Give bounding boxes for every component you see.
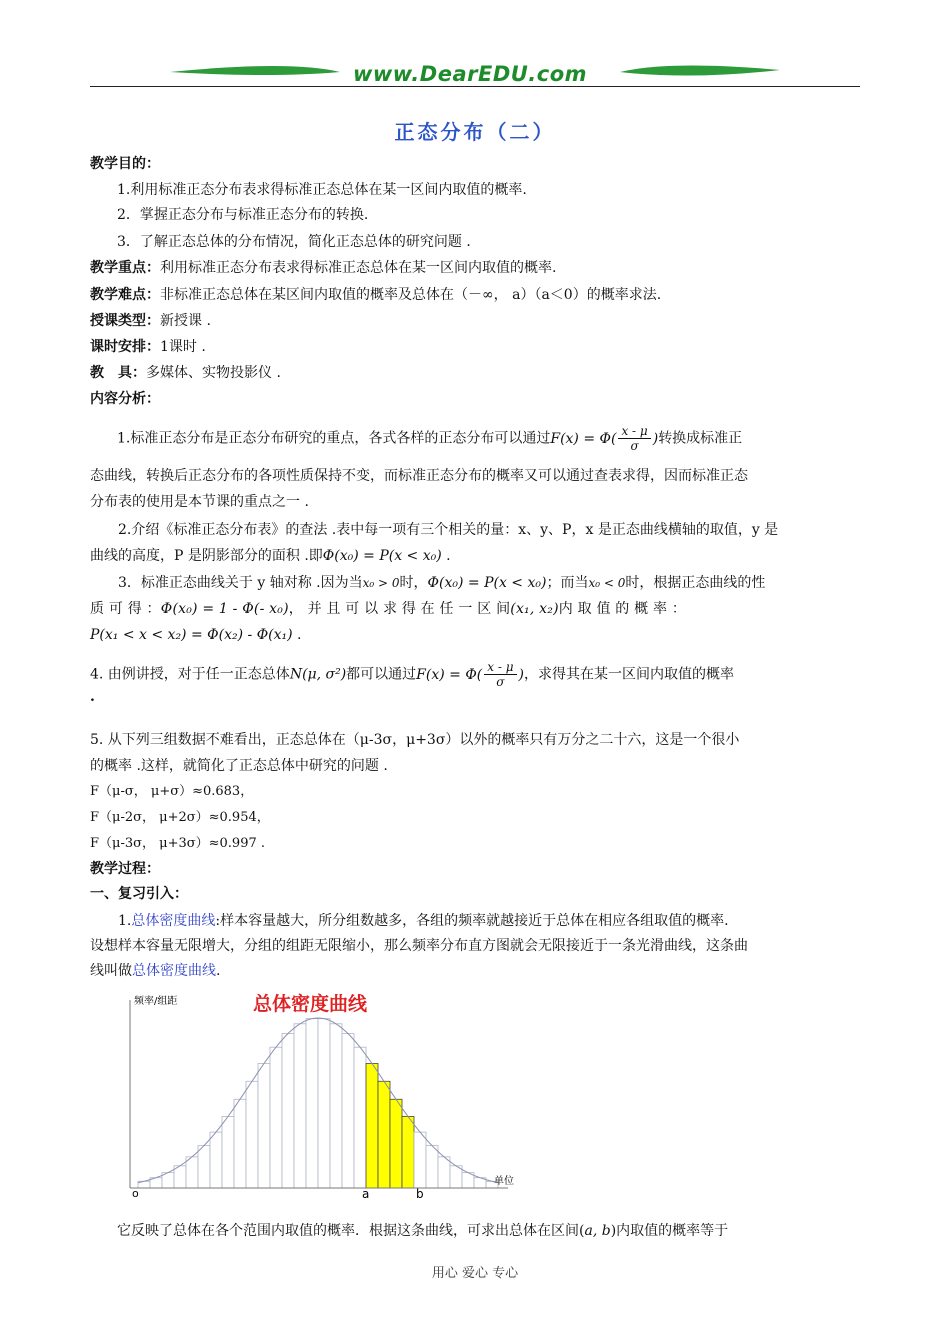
review-line1 (118, 911, 888, 931)
marker-b: b (416, 1187, 424, 1200)
x-axis-label: 单位 (494, 1176, 514, 1187)
p3-text-a: 3．标准正态曲线关于 y 轴对称 .因为当 (118, 575, 363, 591)
p3-formula-1: x₀ > 0 (362, 576, 400, 590)
p3-text-g: ， 并 且 可 以 求 得 在 任 一 区 间 (288, 601, 511, 617)
formula-fraction (618, 424, 650, 453)
histogram-bar (270, 1047, 282, 1188)
term-density-curve[interactable]: 总体密度曲线 (132, 963, 216, 979)
closing-line (117, 1221, 887, 1241)
closing-text-a: 它反映了总体在各个范围内取值的概率．根据这条曲线，可求出总体在区间( (117, 1223, 585, 1239)
p3-text-h: 内 取 值 的 概 率 ： (558, 601, 687, 617)
tools-label: 教 具： (90, 365, 146, 381)
p4-text-a: 4. 由例讲授，对于任一正态总体 (90, 666, 290, 683)
review-text-d: . (216, 963, 221, 979)
histogram-bar (318, 1019, 330, 1188)
tools (90, 363, 860, 383)
leaf-right (620, 65, 780, 75)
analysis-p2-line2 (90, 546, 860, 566)
analysis-p2-line1: 2.介绍《标准正态分布表》的查法 .表中每一项有三个相关的量：x、y、P，x 是正态曲线横轴的取值，y 是 (118, 522, 779, 538)
objective-item: 2．掌握正态分布与标准正态分布的转换. (117, 207, 369, 223)
lesson-type-label: 授课类型： (90, 313, 160, 329)
chart-title: 总体密度曲线 (253, 993, 368, 1015)
formula-lhs: F(x) = Φ( (416, 666, 483, 683)
probability-row: F（μ-2σ， μ+2σ）≈0.954， (90, 810, 270, 825)
histogram-bar (354, 1047, 366, 1188)
probability-row: F（μ-σ， μ+σ）≈0.683， (90, 784, 254, 799)
p3-formula-2: Φ(x₀) = P(x < x₀) (427, 575, 547, 591)
p4-text-c: ，求得其在某一区间内取值的概率 (523, 666, 734, 683)
objective-item: 1.利用标准正态分布表求得标准正态总体在某一区间内取值的概率. (117, 182, 527, 198)
histogram-bar (450, 1166, 462, 1188)
term-density-curve[interactable]: 总体密度曲线 (131, 913, 216, 929)
review-text-a: :样本容量越大，所分组数越多，各组的频率就越接近于总体在相应各组取值的概率. (215, 913, 729, 929)
p2-end: . (441, 548, 451, 564)
histogram-bar (246, 1081, 258, 1188)
review-text-c: 线叫做 (90, 963, 132, 979)
process-heading: 教学过程： (90, 861, 160, 877)
analysis-p3-line2 (90, 599, 860, 619)
p2-text: 曲线的高度，P 是阴影部分的面积 .即 (90, 548, 323, 564)
histogram-bars (138, 1019, 498, 1188)
p1-text-b: 转换成标准正 (658, 430, 743, 447)
objectives-heading: 教学目的： (90, 156, 160, 172)
formula-numerator: x - μ (484, 660, 516, 675)
histogram-bar (174, 1166, 186, 1188)
formula-rhs: ) (652, 430, 659, 447)
analysis-p4-dot: . (90, 689, 95, 705)
highlighted-bar (366, 1064, 378, 1188)
schedule (90, 337, 860, 357)
histogram-bar (414, 1132, 426, 1188)
p3-text-c: ；而当 (546, 575, 589, 591)
analysis-p1-line1 (117, 424, 887, 453)
key-point-text: 利用标准正态分布表求得标准正态总体在某一区间内取值的概率. (160, 260, 557, 276)
schedule-label: 课时安排： (90, 339, 160, 355)
p3-formula-4: Φ(x₀) = 1 - Φ(- x₀) (160, 601, 289, 617)
probability-row: F（μ-3σ， μ+3σ）≈0.997 . (90, 836, 265, 851)
highlighted-bar (402, 1116, 414, 1188)
lesson-type (90, 311, 860, 331)
analysis-p1-line3: 分布表的使用是本节课的重点之一 . (90, 494, 309, 510)
p3-text-d: 时，根据正态曲线的性 (625, 575, 766, 591)
analysis-p4-line1 (90, 660, 860, 689)
closing-text-b: )内取值的概率等于 (610, 1223, 729, 1239)
section-review: 一、复习引入： (90, 886, 188, 902)
analysis-heading: 内容分析： (90, 391, 160, 407)
p2-formula: Φ(x₀) = P(x < x₀) (322, 548, 442, 564)
y-axis-label: 频率/组距 (134, 996, 178, 1007)
schedule-text: 1课时 . (160, 339, 206, 355)
histogram-bar (426, 1146, 438, 1188)
p3-formula-3: x₀ < 0 (588, 576, 626, 590)
key-point (90, 258, 860, 278)
p3-formula-6: P(x₁ < x < x₂) = Φ(x₂) - Φ(x₁) (90, 627, 293, 643)
histogram-bar (438, 1157, 450, 1188)
analysis-p3-line1 (118, 573, 888, 593)
formula-denominator: σ (630, 439, 639, 453)
histogram-bar (198, 1146, 210, 1188)
difficulty (90, 285, 860, 305)
origin-label: o (132, 1187, 139, 1200)
p3-text-e: 质 可 得 ： (90, 601, 161, 617)
p3-text-b: 时， (399, 575, 428, 591)
histogram-bar (330, 1024, 342, 1188)
page-title: 正态分布（二） (394, 120, 556, 144)
formula-rhs: ) (518, 666, 524, 683)
analysis-p5-line1: 5. 从下列三组数据不难看出，正态总体在（μ-3σ，μ+3σ）以外的概率只有万分之二十六，这是一个很小 (90, 732, 740, 748)
analysis-p3-line3 (90, 625, 860, 645)
formula-numerator: x - μ (618, 424, 650, 439)
difficulty-text: 非标准正态总体在某区间内取值的概率及总体在（－∞， a）（a＜0）的概率求法. (160, 287, 662, 303)
formula-lhs: F(x) = Φ( (550, 430, 617, 447)
p4-formula-fx (416, 660, 524, 689)
histogram-bar (306, 1019, 318, 1188)
histogram-bar (186, 1157, 198, 1188)
p4-text-b: 都可以通过 (346, 666, 417, 683)
density-curve-chart (118, 990, 518, 1200)
p1-text-a: 1.标准正态分布是正态分布研究的重点，各式各样的正态分布可以通过 (117, 430, 551, 447)
histogram-bar (342, 1034, 354, 1188)
tools-text: 多媒体、实物投影仪 . (146, 365, 281, 381)
histogram-bar (222, 1116, 234, 1188)
p4-formula-normal: N(μ, σ²) (289, 666, 347, 683)
site-logo-text[interactable]: www.DearEDU.com (352, 62, 588, 86)
lesson-type-text: 新授课 . (160, 313, 211, 329)
histogram-bar (282, 1034, 294, 1188)
header-rule (90, 86, 860, 87)
highlighted-bar (390, 1099, 402, 1188)
highlighted-bar (378, 1081, 390, 1188)
formula-denominator: σ (496, 675, 505, 689)
key-point-label: 教学重点： (90, 260, 160, 276)
p3-formula-5: (x₁, x₂) (510, 601, 559, 617)
review-line3 (90, 961, 860, 981)
leaf-left (170, 66, 340, 75)
formula-fx (550, 424, 659, 453)
analysis-p1-line2: 态曲线，转换后正态分布的各项性质保持不变，而标准正态分布的概率又可以通过查表求得，因而标准正态 (90, 468, 748, 484)
p3-end: . (292, 627, 302, 643)
difficulty-label: 教学难点： (90, 287, 160, 303)
histogram-bar (294, 1024, 306, 1188)
page-footer: 用心 爱心 专心 (431, 1266, 519, 1281)
closing-interval: a, b (584, 1223, 611, 1239)
histogram-bar (234, 1099, 246, 1188)
histogram-bar (210, 1132, 222, 1188)
objective-item: 3．了解正态总体的分布情况，简化正态总体的研究问题 ． (117, 234, 481, 250)
marker-a: a (362, 1187, 370, 1200)
histogram-bar (258, 1064, 270, 1188)
review-number: 1. (118, 913, 132, 929)
review-line2: 设想样本容量无限增大，分组的组距无限缩小，那么频率分布直方图就会无限接近于一条光滑曲线，这条曲 (90, 938, 748, 954)
formula-fraction (484, 660, 516, 689)
analysis-p5-line2: 的概率 .这样，就简化了正态总体中研究的问题 . (90, 758, 388, 774)
